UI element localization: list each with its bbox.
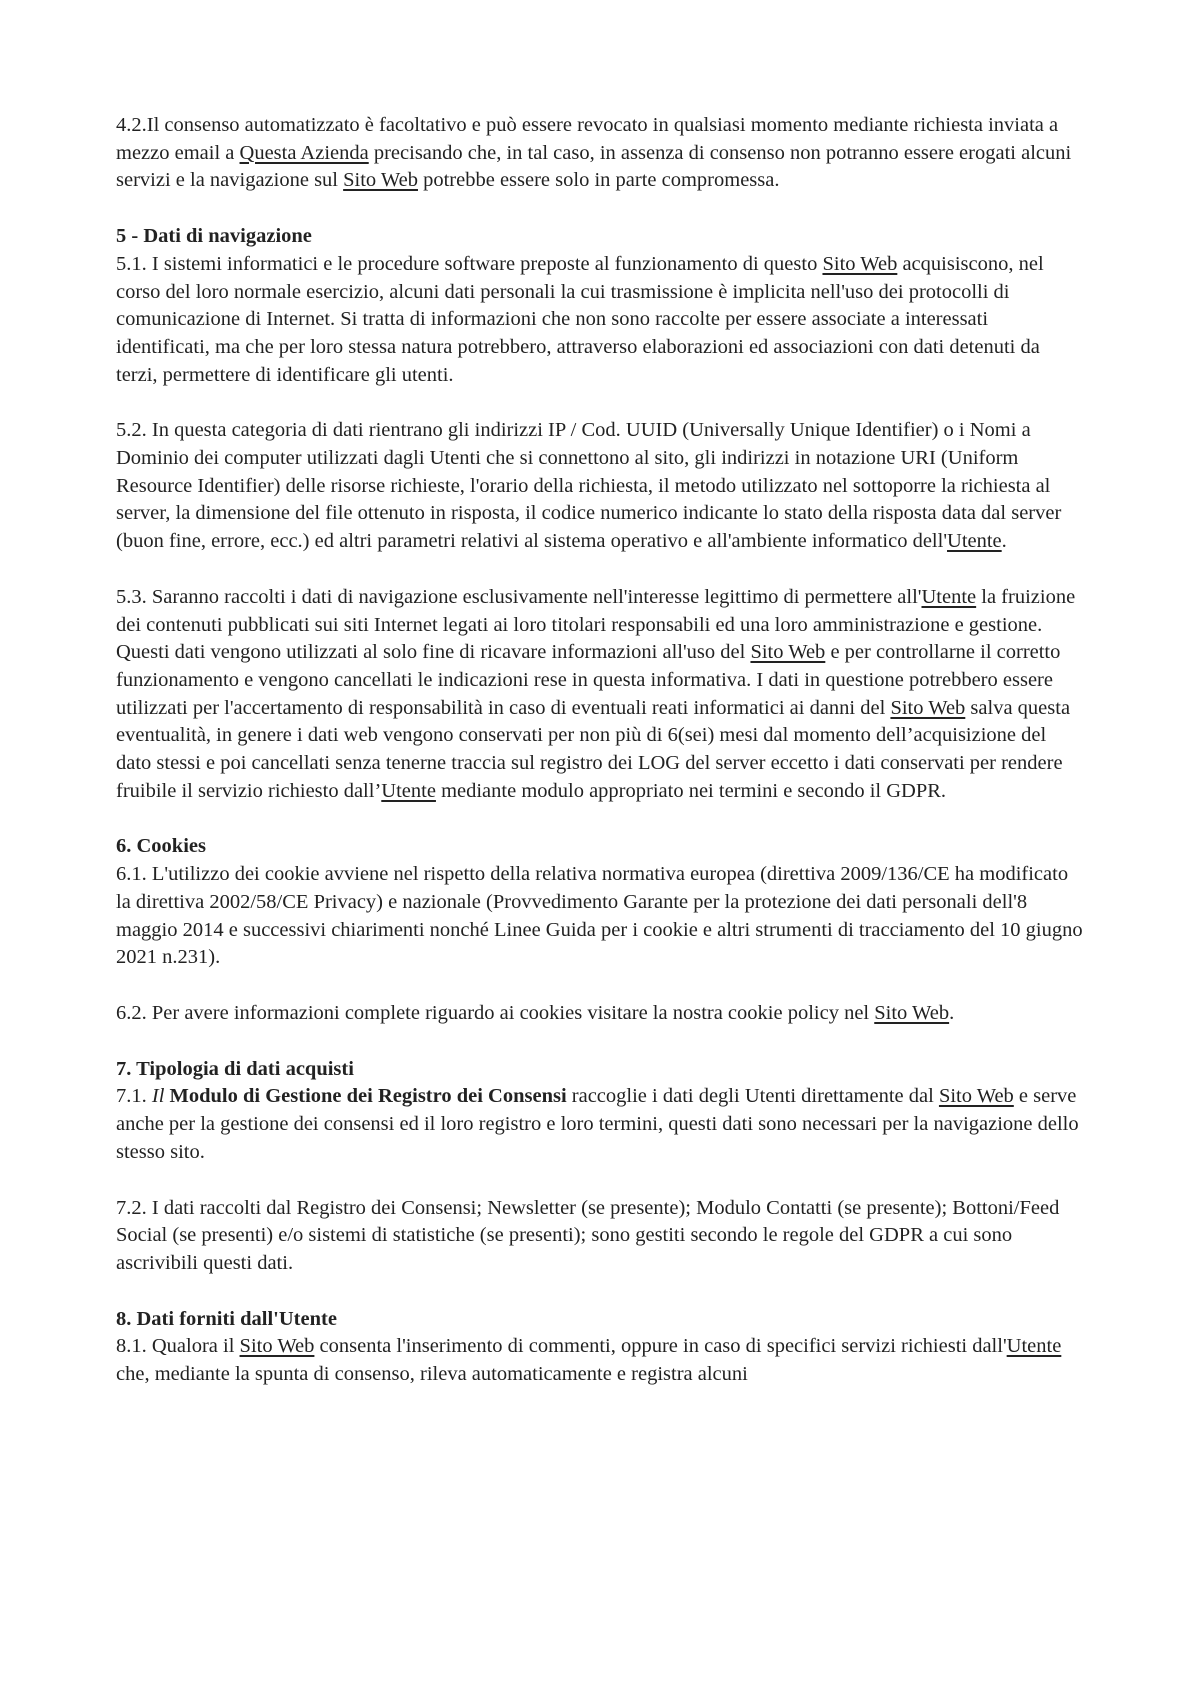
- link-sito-web[interactable]: Sito Web: [343, 169, 418, 192]
- text: acquisiscono, nel corso del loro normale esercizio, alcuni dati personali la cui trasmissione è implicita nell'uso dei protocolli di comunicazione di Internet. Si tratta di informazioni che non sono raccolte per essere associate a interessati identificati, ma che per loro stessa natura potrebbero, attraverso elaborazioni ed associazioni con dati detenuti da terzi, permettere di identificare gli utenti.: [116, 252, 1044, 386]
- text: .: [949, 1001, 955, 1024]
- text: la fruizione dei contenuti pubblicati sui siti Internet legati ai loro titolari responsabili ed una loro amministrazione e gestione. Questi dati vengono utilizzati al solo fine di ricavare informazioni all'uso del: [116, 585, 1076, 664]
- link-sito-web[interactable]: Sito Web: [874, 1001, 950, 1024]
- spacer: [116, 556, 1086, 584]
- text: e per controllarne il corretto funzionamento e vengono cancellati le indicazioni rese in questa informativa. I dati in questione potrebbero essere utilizzati per l'accertamento di responsabilità in caso di eventuali reati informatici ai danni del: [116, 641, 1061, 719]
- paragraph-6-2: [116, 1000, 1086, 1028]
- link-questa-azienda[interactable]: Questa Azienda: [239, 141, 369, 164]
- paragraph-5-2: [116, 417, 1086, 556]
- spacer: [116, 805, 1086, 833]
- text: 4.2.Il consenso automatizzato è facoltativo e può essere revocato in qualsiasi momento mediante richiesta inviata a mezzo email a: [116, 114, 1059, 164]
- text: 7.1.: [116, 1085, 152, 1108]
- text: mediante modulo appropriato nei termini e secondo il GDPR.: [435, 779, 947, 802]
- paragraph-6-1: 6.1. L'utilizzo dei cookie avviene nel rispetto della relativa normativa europea (direttiva 2009/136/CE ha modificato la direttiva 2002/58/CE Privacy) e nazionale (Provvedimento Garante per la protezione dei dati personali dell'8 maggio 2014 e successivi chiarimenti nonché Linee Guida per i cookie e altri strumenti di tracciamento del 10 giugno 2021 n.231).: [116, 863, 1083, 969]
- section-8-heading: 8. Dati forniti dall'Utente: [116, 1307, 337, 1330]
- text: 8.1. Qualora il: [116, 1335, 240, 1358]
- text-italic: Il: [151, 1085, 165, 1108]
- text: salva questa eventualità, in genere i dati web vengono conservati per non più di 6(sei) mesi dal momento dell’acquisizione del dato stessi e poi cancellati senza tenerne traccia sul registro dei LOG del server eccetto i dati conservati per rendere fruibile il servizio richiesto dall’: [116, 696, 1071, 802]
- text: consenta l'inserimento di commenti, oppure in caso di specifici servizi richiesti dall': [314, 1335, 1007, 1358]
- spacer: [116, 1028, 1086, 1056]
- text: precisando che, in tal caso, in assenza di consenso non potranno essere erogati alcuni servizi e la navigazione sul: [116, 141, 1072, 192]
- text: e serve anche per la gestione dei consensi ed il loro registro e loro termini, questi dati sono necessari per la navigazione dello stesso sito.: [116, 1085, 1079, 1163]
- link-utente[interactable]: Utente: [921, 585, 977, 608]
- text: 5.3. Saranno raccolti i dati di navigazione esclusivamente nell'interesse legittimo di permettere all': [116, 585, 922, 608]
- text: che, mediante la spunta di consenso, rileva automaticamente e registra alcuni: [116, 1363, 748, 1386]
- spacer: [116, 389, 1086, 417]
- link-sito-web[interactable]: Sito Web: [750, 641, 826, 664]
- paragraph-7-2: 7.2. I dati raccolti dal Registro dei Consensi; Newsletter (se presente); Modulo Contatti (se presente); Bottoni/Feed Social (se presenti) e/o sistemi di statistiche (se presenti); sono gestiti secondo le regole del GDPR a cui sono ascrivibili questi dati.: [116, 1196, 1060, 1274]
- spacer: [116, 1278, 1086, 1306]
- section-6-heading: 6. Cookies: [116, 835, 206, 858]
- text: 6.2. Per avere informazioni complete riguardo ai cookies visitare la nostra cookie policy nel: [116, 1001, 875, 1024]
- link-utente[interactable]: Utente: [381, 779, 436, 802]
- link-sito-web[interactable]: Sito Web: [239, 1335, 315, 1358]
- paragraph-5-1: [116, 251, 1086, 390]
- document-page: [116, 112, 1086, 1389]
- spacer: [116, 1167, 1086, 1195]
- link-sito-web[interactable]: Sito Web: [890, 696, 966, 719]
- text: .: [1001, 530, 1007, 553]
- link-utente[interactable]: Utente: [947, 530, 1002, 553]
- spacer: [116, 195, 1086, 223]
- paragraph-8-1: [116, 1333, 1086, 1388]
- spacer: [116, 972, 1086, 1000]
- text: 5.1. I sistemi informatici e le procedure software preposte al funzionamento di questo: [116, 252, 823, 275]
- paragraph-7-1: [116, 1083, 1086, 1166]
- text-bold: Modulo di Gestione dei Registro dei Consensi: [169, 1085, 567, 1108]
- text: 5.2. In questa categoria di dati rientrano gli indirizzi IP / Cod. UUID (Universally Unique Identifier) o i Nomi a Dominio dei computer utilizzati dagli Utenti che si connettono al sito, gli indirizzi in notazione URI (Uniform Resource Identifier) delle risorse richieste, l'orario della richiesta, il metodo utilizzato nel sottoporre la richiesta al server, la dimensione del file ottenuto in risposta, il codice numerico indicante lo stato della risposta data dal server (buon fine, errore, ecc.) ed altri parametri relativi al sistema operativo e all'ambiente informatico dell': [116, 419, 1062, 553]
- text: potrebbe essere solo in parte compromessa.: [417, 169, 780, 192]
- link-sito-web[interactable]: Sito Web: [938, 1085, 1014, 1108]
- link-sito-web[interactable]: Sito Web: [822, 252, 898, 275]
- section-7-heading: 7. Tipologia di dati acquisti: [116, 1057, 354, 1080]
- paragraph-5-3: [116, 584, 1086, 806]
- section-5-heading: 5 - Dati di navigazione: [116, 225, 312, 248]
- link-utente[interactable]: Utente: [1006, 1335, 1062, 1358]
- paragraph-4-2: [116, 112, 1086, 195]
- text: raccoglie i dati degli Utenti direttamente dal: [566, 1085, 939, 1108]
